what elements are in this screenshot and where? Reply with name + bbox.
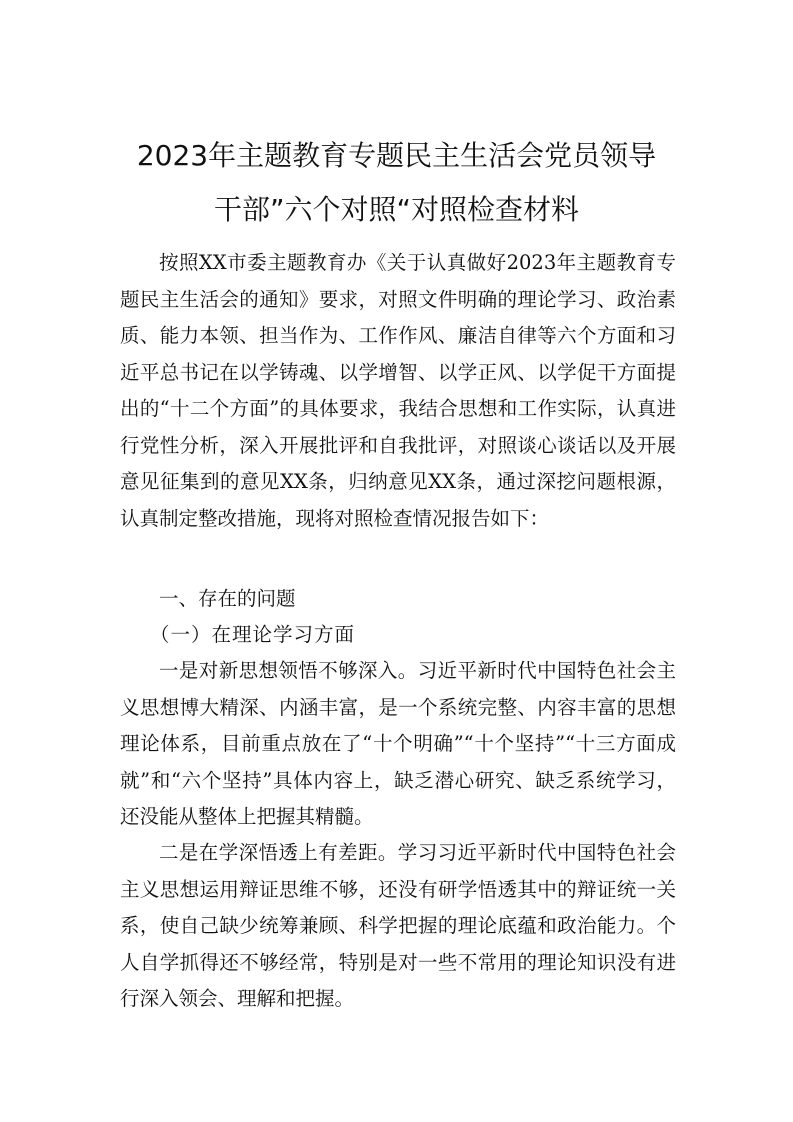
document-title-line-2: 干部”六个对照“对照检查材料 (213, 193, 579, 226)
document-title-line-1: 2023年主题教育专题民主生活会党员领导 (136, 139, 657, 172)
section-heading-problems: 一、存在的问题 (159, 587, 296, 610)
body-paragraph-1: 一是对新思想领悟不够深入。习近平新时代中国特色社会主义思想博大精深、内涵丰富，是一个系统完整、内容丰富的思想理论体系，目前重点放在了“十个明确”“十个坚持”“十三方面成就”和“六个坚持”具体内容上，缺乏潜心研究、缺乏系统学习，还没能从整体上把握其精髓。 (120, 659, 676, 828)
intro-paragraph: 按照XX市委主题教育办《关于认真做好2023年主题教育专题民主生活会的通知》要求，对照文件明确的理论学习、政治素质、能力本领、担当作为、工作作风、廉洁自律等六个方面和习近平总书记在以学铸魂、以学增智、以学正风、以学促干方面提出的“十二个方面”的具体要求，我结合思想和工作实际，认真进行党性分析，深入开展批评和自我批评，对照谈心谈话以及开展意见征集到的意见XX条，归纳意见XX条，通过深挖问题根源，认真制定整改措施，现将对照检查情况报告如下： (120, 251, 676, 530)
body-paragraph-2: 二是在学深悟透上有差距。学习习近平新时代中国特色社会主义思想运用辩证思维不够，还没有研学悟透其中的辩证统一关系，使自己缺少统筹兼顾、科学把握的理论底蕴和政治能力。个人自学抓得还不够经常，特别是对一些不常用的理论知识没有进行深入领会、理解和把握。 (120, 841, 676, 1010)
subsection-heading-theory-study: （一）在理论学习方面 (150, 623, 356, 646)
